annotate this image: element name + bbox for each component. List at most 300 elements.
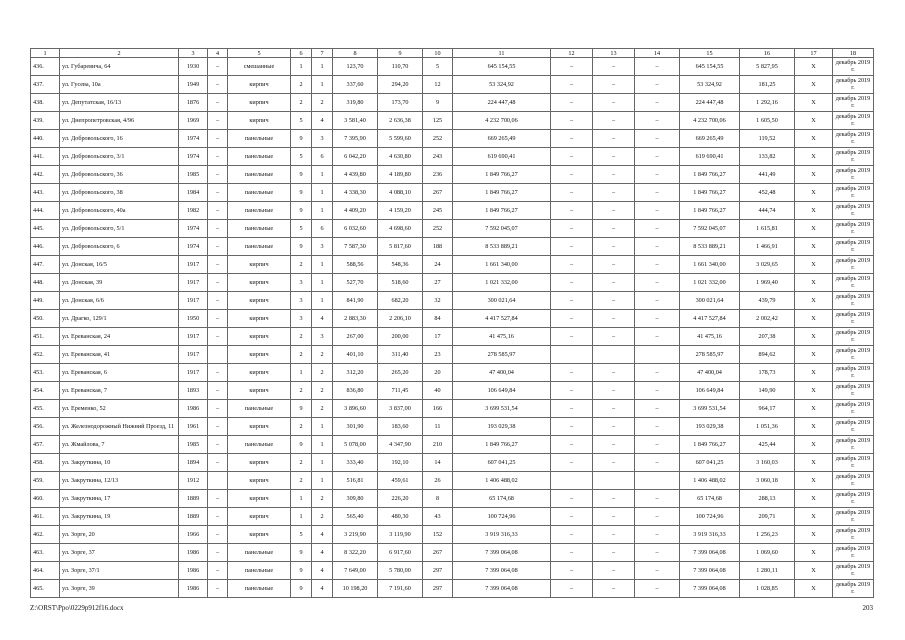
- table-body: [31, 58, 874, 598]
- total-cost-cell: 106 649,84: [453, 382, 551, 400]
- col-13-cell: –: [593, 256, 635, 274]
- entrances-cell: 2: [312, 490, 333, 508]
- col-4-cell: –: [208, 76, 228, 94]
- total-area-cell: 301,90: [333, 418, 378, 436]
- deadline-cell: декабрь 2019 г.: [833, 220, 874, 238]
- year-built-cell: 1974: [179, 220, 208, 238]
- cost-per-sqm-cell: 178,73: [740, 364, 795, 382]
- col-13-cell: –: [593, 166, 635, 184]
- total-cost-cell: 3 919 316,33: [453, 526, 551, 544]
- col-17-cell: Х: [795, 472, 833, 490]
- column-number-16: 16: [740, 49, 795, 58]
- total-cost-cell: 224 447,48: [453, 94, 551, 112]
- col-13-cell: –: [593, 112, 635, 130]
- cost-per-sqm-cell: 207,38: [740, 328, 795, 346]
- cost-total-2-cell: 100 724,96: [680, 508, 740, 526]
- col-4-cell: [208, 346, 228, 364]
- column-number-8: 8: [333, 49, 378, 58]
- floors-cell: 9: [291, 544, 312, 562]
- table-row: [31, 508, 874, 526]
- col-17-cell: Х: [795, 508, 833, 526]
- col-12-cell: –: [551, 490, 593, 508]
- table-row: [31, 166, 874, 184]
- table-row: [31, 256, 874, 274]
- col-12-cell: –: [551, 220, 593, 238]
- col-12-cell: –: [551, 184, 593, 202]
- cost-per-sqm-cell: 444,74: [740, 202, 795, 220]
- cost-per-sqm-cell: 288,13: [740, 490, 795, 508]
- col-14-cell: –: [635, 310, 680, 328]
- col-12-cell: –: [551, 256, 593, 274]
- year-built-cell: 1917: [179, 328, 208, 346]
- deadline-cell: декабрь 2019 г.: [833, 346, 874, 364]
- total-area-cell: 333,40: [333, 454, 378, 472]
- entrances-cell: 4: [312, 544, 333, 562]
- total-cost-cell: 1 849 766,27: [453, 184, 551, 202]
- cost-total-2-cell: 106 649,84: [680, 382, 740, 400]
- col-12-cell: –: [551, 526, 593, 544]
- floors-cell: 9: [291, 202, 312, 220]
- floors-cell: 2: [291, 256, 312, 274]
- entrances-cell: 1: [312, 292, 333, 310]
- total-cost-cell: 7 399 064,08: [453, 544, 551, 562]
- col-14-cell: –: [635, 382, 680, 400]
- floors-cell: 9: [291, 580, 312, 598]
- cost-total-2-cell: 669 265,49: [680, 130, 740, 148]
- col-17-cell: Х: [795, 184, 833, 202]
- wall-material-cell: панельные: [228, 130, 291, 148]
- wall-material-cell: кирпич: [228, 310, 291, 328]
- entrances-cell: 1: [312, 256, 333, 274]
- col-12-cell: –: [551, 94, 593, 112]
- total-area-cell: 4 338,30: [333, 184, 378, 202]
- year-built-cell: 1917: [179, 292, 208, 310]
- column-number-14: 14: [635, 49, 680, 58]
- year-built-cell: 1969: [179, 112, 208, 130]
- entrances-cell: 6: [312, 148, 333, 166]
- deadline-cell: декабрь 2019 г.: [833, 328, 874, 346]
- year-built-cell: 1974: [179, 148, 208, 166]
- living-area-cell: 3 837,00: [378, 400, 423, 418]
- wall-material-cell: панельные: [228, 580, 291, 598]
- year-built-cell: 1930: [179, 58, 208, 76]
- entrances-cell: 4: [312, 112, 333, 130]
- living-area-cell: 4 630,80: [378, 148, 423, 166]
- col-4-cell: –: [208, 364, 228, 382]
- col-14-cell: –: [635, 544, 680, 562]
- col-17-cell: Х: [795, 328, 833, 346]
- total-area-cell: 309,80: [333, 490, 378, 508]
- total-area-cell: 337,60: [333, 76, 378, 94]
- column-number-11: 11: [453, 49, 551, 58]
- floors-cell: 2: [291, 76, 312, 94]
- row-number-cell: 437.: [31, 76, 60, 94]
- year-built-cell: 1986: [179, 400, 208, 418]
- total-cost-cell: 53 324,92: [453, 76, 551, 94]
- cost-per-sqm-cell: 1 069,60: [740, 544, 795, 562]
- living-area-cell: 173,70: [378, 94, 423, 112]
- address-cell: ул. Зорге, 20: [60, 526, 179, 544]
- col-4-cell: –: [208, 490, 228, 508]
- address-cell: ул. Закруткина, 10: [60, 454, 179, 472]
- living-area-cell: 4 088,10: [378, 184, 423, 202]
- total-area-cell: 7 395,90: [333, 130, 378, 148]
- living-area-cell: 4 347,90: [378, 436, 423, 454]
- table-row: [31, 418, 874, 436]
- address-cell: ул. Добровольского, 6: [60, 238, 179, 256]
- row-number-cell: 446.: [31, 238, 60, 256]
- total-cost-cell: 619 690,41: [453, 148, 551, 166]
- total-area-cell: 401,10: [333, 346, 378, 364]
- wall-material-cell: кирпич: [228, 76, 291, 94]
- living-area-cell: 226,20: [378, 490, 423, 508]
- col-4-cell: –: [208, 382, 228, 400]
- address-cell: ул. Жмайлова, 7: [60, 436, 179, 454]
- residents-cell: 8: [423, 490, 453, 508]
- deadline-cell: декабрь 2019 г.: [833, 202, 874, 220]
- row-number-cell: 439.: [31, 112, 60, 130]
- col-17-cell: Х: [795, 112, 833, 130]
- row-number-cell: 456.: [31, 418, 60, 436]
- cost-total-2-cell: 47 400,04: [680, 364, 740, 382]
- col-13-cell: –: [593, 526, 635, 544]
- entrances-cell: 4: [312, 310, 333, 328]
- col-14-cell: –: [635, 94, 680, 112]
- cost-total-2-cell: 4 232 700,06: [680, 112, 740, 130]
- col-4-cell: –: [208, 58, 228, 76]
- col-4-cell: –: [208, 562, 228, 580]
- row-number-cell: 463.: [31, 544, 60, 562]
- cost-per-sqm-cell: 119,52: [740, 130, 795, 148]
- living-area-cell: 265,20: [378, 364, 423, 382]
- row-number-cell: 459.: [31, 472, 60, 490]
- cost-per-sqm-cell: 181,25: [740, 76, 795, 94]
- col-13-cell: –: [593, 274, 635, 292]
- col-12-cell: [551, 472, 593, 490]
- col-17-cell: Х: [795, 274, 833, 292]
- floors-cell: 5: [291, 526, 312, 544]
- deadline-cell: декабрь 2019 г.: [833, 382, 874, 400]
- wall-material-cell: панельные: [228, 562, 291, 580]
- total-cost-cell: 669 265,49: [453, 130, 551, 148]
- floors-cell: 2: [291, 94, 312, 112]
- total-cost-cell: 1 849 766,27: [453, 166, 551, 184]
- living-area-cell: 200,00: [378, 328, 423, 346]
- address-cell: ул. Добровольского, 40а: [60, 202, 179, 220]
- floors-cell: 9: [291, 130, 312, 148]
- col-12-cell: –: [551, 418, 593, 436]
- table-row: [31, 436, 874, 454]
- deadline-cell: декабрь 2019 г.: [833, 148, 874, 166]
- floors-cell: 2: [291, 346, 312, 364]
- residents-cell: 9: [423, 94, 453, 112]
- wall-material-cell: кирпич: [228, 346, 291, 364]
- column-number-5: 5: [228, 49, 291, 58]
- table-row: [31, 562, 874, 580]
- residents-cell: 17: [423, 328, 453, 346]
- wall-material-cell: кирпич: [228, 328, 291, 346]
- col-14-cell: –: [635, 256, 680, 274]
- col-13-cell: –: [593, 292, 635, 310]
- residents-cell: 267: [423, 184, 453, 202]
- wall-material-cell: кирпич: [228, 382, 291, 400]
- col-12-cell: –: [551, 580, 593, 598]
- total-cost-cell: 300 021,64: [453, 292, 551, 310]
- col-12-cell: –: [551, 400, 593, 418]
- table-row: [31, 400, 874, 418]
- deadline-cell: декабрь 2019 г.: [833, 256, 874, 274]
- address-cell: ул. Донская, 16/5: [60, 256, 179, 274]
- living-area-cell: 7 191,60: [378, 580, 423, 598]
- col-17-cell: Х: [795, 364, 833, 382]
- year-built-cell: 1985: [179, 436, 208, 454]
- table-row: [31, 544, 874, 562]
- cost-total-2-cell: 607 041,25: [680, 454, 740, 472]
- wall-material-cell: панельные: [228, 436, 291, 454]
- column-number-row: [31, 49, 874, 58]
- table-row: [31, 202, 874, 220]
- floors-cell: 2: [291, 418, 312, 436]
- floors-cell: 9: [291, 562, 312, 580]
- col-17-cell: Х: [795, 382, 833, 400]
- col-4-cell: –: [208, 454, 228, 472]
- col-4-cell: –: [208, 508, 228, 526]
- document-path: Z:\ORST\Ppo\0229p912f16.docx: [30, 604, 124, 612]
- deadline-cell: декабрь 2019 г.: [833, 310, 874, 328]
- col-14-cell: –: [635, 580, 680, 598]
- floors-cell: 1: [291, 490, 312, 508]
- address-cell: ул. Ереванская, 24: [60, 328, 179, 346]
- address-cell: ул. Закруткина, 19: [60, 508, 179, 526]
- cost-total-2-cell: 619 690,41: [680, 148, 740, 166]
- address-cell: ул. Зорге, 39: [60, 580, 179, 598]
- floors-cell: 1: [291, 58, 312, 76]
- total-cost-cell: 4 232 700,06: [453, 112, 551, 130]
- col-13-cell: –: [593, 580, 635, 598]
- col-12-cell: –: [551, 148, 593, 166]
- col-12-cell: –: [551, 328, 593, 346]
- table-row: [31, 292, 874, 310]
- cost-per-sqm-cell: 5 827,95: [740, 58, 795, 76]
- column-number-13: 13: [593, 49, 635, 58]
- address-cell: ул. Зорге, 37/1: [60, 562, 179, 580]
- table-row: [31, 76, 874, 94]
- row-number-cell: 460.: [31, 490, 60, 508]
- total-area-cell: 841,90: [333, 292, 378, 310]
- wall-material-cell: панельные: [228, 400, 291, 418]
- total-area-cell: 516,81: [333, 472, 378, 490]
- row-number-cell: 440.: [31, 130, 60, 148]
- residents-cell: 152: [423, 526, 453, 544]
- cost-per-sqm-cell: 1 615,81: [740, 220, 795, 238]
- floors-cell: 3: [291, 292, 312, 310]
- entrances-cell: 1: [312, 418, 333, 436]
- deadline-cell: декабрь 2019 г.: [833, 364, 874, 382]
- entrances-cell: 2: [312, 364, 333, 382]
- col-13-cell: –: [593, 58, 635, 76]
- row-number-cell: 448.: [31, 274, 60, 292]
- cost-per-sqm-cell: 894,62: [740, 346, 795, 364]
- total-cost-cell: 47 400,04: [453, 364, 551, 382]
- address-cell: ул. Закруткина, 17: [60, 490, 179, 508]
- total-cost-cell: 1 021 332,00: [453, 274, 551, 292]
- cost-per-sqm-cell: 2 002,42: [740, 310, 795, 328]
- col-14-cell: –: [635, 238, 680, 256]
- cost-total-2-cell: 300 021,64: [680, 292, 740, 310]
- col-14-cell: –: [635, 508, 680, 526]
- cost-total-2-cell: 53 324,92: [680, 76, 740, 94]
- cost-total-2-cell: 7 592 045,07: [680, 220, 740, 238]
- col-4-cell: –: [208, 148, 228, 166]
- total-cost-cell: 41 475,16: [453, 328, 551, 346]
- total-area-cell: 3 581,40: [333, 112, 378, 130]
- col-4-cell: –: [208, 238, 228, 256]
- col-12-cell: –: [551, 58, 593, 76]
- col-4-cell: –: [208, 328, 228, 346]
- cost-total-2-cell: 224 447,48: [680, 94, 740, 112]
- col-4-cell: –: [208, 292, 228, 310]
- row-number-cell: 465.: [31, 580, 60, 598]
- cost-per-sqm-cell: 1 280,11: [740, 562, 795, 580]
- year-built-cell: 1889: [179, 508, 208, 526]
- entrances-cell: 2: [312, 400, 333, 418]
- cost-total-2-cell: 1 849 766,27: [680, 166, 740, 184]
- cost-per-sqm-cell: 441,49: [740, 166, 795, 184]
- entrances-cell: 2: [312, 94, 333, 112]
- entrances-cell: 1: [312, 184, 333, 202]
- residents-cell: 27: [423, 274, 453, 292]
- wall-material-cell: кирпич: [228, 490, 291, 508]
- deadline-cell: декабрь 2019 г.: [833, 94, 874, 112]
- total-area-cell: 312,20: [333, 364, 378, 382]
- row-number-cell: 453.: [31, 364, 60, 382]
- living-area-cell: 459,61: [378, 472, 423, 490]
- col-12-cell: –: [551, 508, 593, 526]
- col-17-cell: Х: [795, 310, 833, 328]
- address-cell: ул. Депутатская, 16/13: [60, 94, 179, 112]
- floors-cell: 9: [291, 238, 312, 256]
- col-17-cell: Х: [795, 400, 833, 418]
- col-14-cell: –: [635, 436, 680, 454]
- deadline-cell: декабрь 2019 г.: [833, 292, 874, 310]
- cost-total-2-cell: 65 174,68: [680, 490, 740, 508]
- floors-cell: 9: [291, 436, 312, 454]
- year-built-cell: 1917: [179, 274, 208, 292]
- col-4-cell: [208, 472, 228, 490]
- total-cost-cell: 8 533 889,21: [453, 238, 551, 256]
- total-cost-cell: 65 174,68: [453, 490, 551, 508]
- total-area-cell: 3 219,90: [333, 526, 378, 544]
- column-number-4: 4: [208, 49, 228, 58]
- col-12-cell: –: [551, 76, 593, 94]
- living-area-cell: 711,45: [378, 382, 423, 400]
- table-row: [31, 112, 874, 130]
- entrances-cell: 1: [312, 472, 333, 490]
- floors-cell: 2: [291, 472, 312, 490]
- col-17-cell: Х: [795, 58, 833, 76]
- year-built-cell: 1966: [179, 526, 208, 544]
- address-cell: ул. Добровольского, 38: [60, 184, 179, 202]
- wall-material-cell: кирпич: [228, 364, 291, 382]
- col-12-cell: –: [551, 562, 593, 580]
- table-row: [31, 328, 874, 346]
- residents-cell: 267: [423, 544, 453, 562]
- residents-cell: 23: [423, 346, 453, 364]
- total-area-cell: 527,70: [333, 274, 378, 292]
- col-4-cell: –: [208, 220, 228, 238]
- entrances-cell: 1: [312, 274, 333, 292]
- cost-per-sqm-cell: 1 051,36: [740, 418, 795, 436]
- wall-material-cell: кирпич: [228, 454, 291, 472]
- residents-cell: 20: [423, 364, 453, 382]
- living-area-cell: 183,60: [378, 418, 423, 436]
- col-4-cell: –: [208, 526, 228, 544]
- deadline-cell: декабрь 2019 г.: [833, 562, 874, 580]
- residents-cell: 252: [423, 220, 453, 238]
- col-17-cell: Х: [795, 490, 833, 508]
- deadline-cell: декабрь 2019 г.: [833, 238, 874, 256]
- col-14-cell: –: [635, 58, 680, 76]
- living-area-cell: 4 189,80: [378, 166, 423, 184]
- total-area-cell: 4 409,20: [333, 202, 378, 220]
- deadline-cell: декабрь 2019 г.: [833, 508, 874, 526]
- living-area-cell: 2 636,38: [378, 112, 423, 130]
- cost-total-2-cell: 7 399 064,08: [680, 580, 740, 598]
- col-12-cell: –: [551, 310, 593, 328]
- total-cost-cell: 4 417 527,84: [453, 310, 551, 328]
- col-14-cell: –: [635, 148, 680, 166]
- col-4-cell: –: [208, 436, 228, 454]
- col-12-cell: –: [551, 130, 593, 148]
- entrances-cell: 1: [312, 202, 333, 220]
- address-cell: ул. Железнодорожный Нижний Проезд, 11: [60, 418, 179, 436]
- col-13-cell: –: [593, 184, 635, 202]
- deadline-cell: декабрь 2019 г.: [833, 490, 874, 508]
- deadline-cell: декабрь 2019 г.: [833, 130, 874, 148]
- entrances-cell: 1: [312, 436, 333, 454]
- residents-cell: 24: [423, 256, 453, 274]
- housing-register-table: [30, 48, 874, 598]
- col-12-cell: –: [551, 274, 593, 292]
- row-number-cell: 461.: [31, 508, 60, 526]
- residents-cell: 188: [423, 238, 453, 256]
- col-12-cell: –: [551, 238, 593, 256]
- living-area-cell: 4 159,20: [378, 202, 423, 220]
- col-13-cell: –: [593, 94, 635, 112]
- col-13-cell: –: [593, 490, 635, 508]
- col-13-cell: –: [593, 544, 635, 562]
- col-14-cell: –: [635, 220, 680, 238]
- column-number-12: 12: [551, 49, 593, 58]
- col-4-cell: –: [208, 400, 228, 418]
- deadline-cell: декабрь 2019 г.: [833, 454, 874, 472]
- col-4-cell: –: [208, 274, 228, 292]
- cost-per-sqm-cell: 1 466,91: [740, 238, 795, 256]
- residents-cell: 5: [423, 58, 453, 76]
- living-area-cell: 110,70: [378, 58, 423, 76]
- col-17-cell: Х: [795, 580, 833, 598]
- deadline-cell: декабрь 2019 г.: [833, 58, 874, 76]
- total-cost-cell: 7 592 045,07: [453, 220, 551, 238]
- floors-cell: 9: [291, 400, 312, 418]
- col-4-cell: –: [208, 256, 228, 274]
- residents-cell: 26: [423, 472, 453, 490]
- table-row: [31, 220, 874, 238]
- col-4-cell: –: [208, 544, 228, 562]
- col-14-cell: –: [635, 292, 680, 310]
- cost-total-2-cell: 278 585,97: [680, 346, 740, 364]
- column-number-1: 1: [31, 49, 60, 58]
